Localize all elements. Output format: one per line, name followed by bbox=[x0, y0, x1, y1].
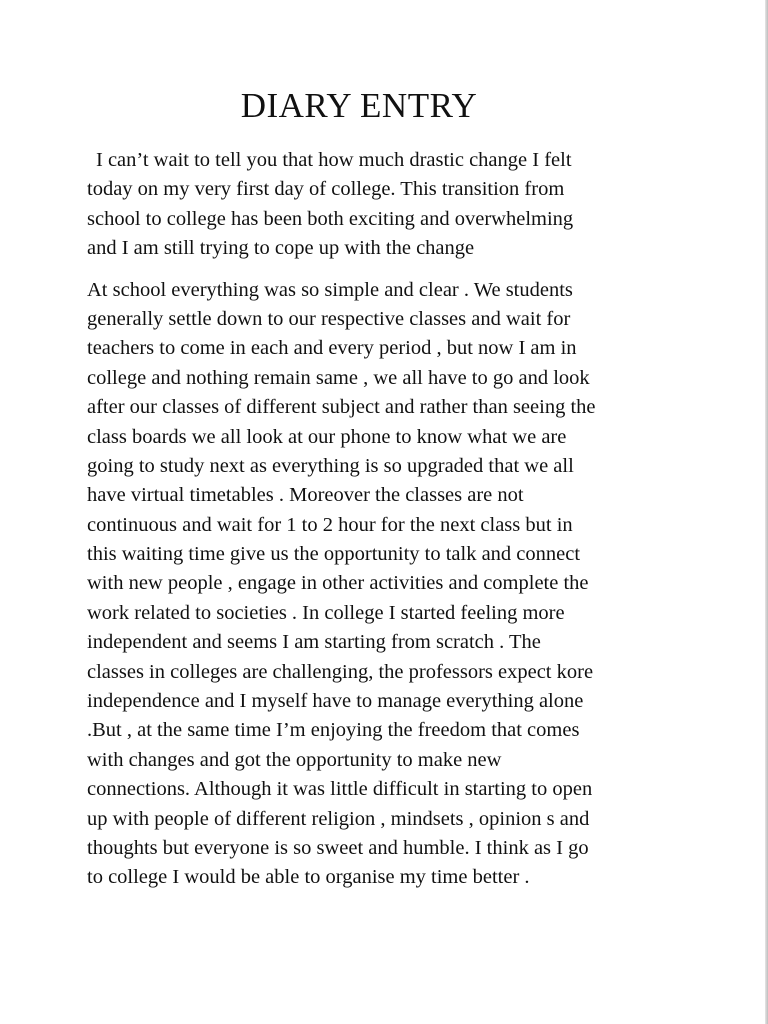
paragraph-1 bbox=[87, 146, 707, 264]
text-line: .But , at the same time I’m enjoying the freedom that comes bbox=[87, 719, 580, 742]
text-line: today on my very first day of college. This transition from bbox=[87, 178, 565, 201]
text-line: and I am still trying to cope up with the change bbox=[87, 237, 475, 260]
text-line: with new people , engage in other activities and complete the bbox=[87, 572, 589, 595]
paragraph-spacer bbox=[87, 264, 707, 276]
text-line: connections. Although it was little difficult in starting to open bbox=[87, 778, 593, 801]
diary-body bbox=[87, 146, 707, 893]
text-line: thoughts but everyone is so sweet and humble. I think as I go bbox=[87, 836, 589, 859]
text-line: this waiting time give us the opportunity to talk and connect bbox=[87, 543, 581, 566]
text-line: school to college has been both exciting and overwhelming bbox=[87, 207, 574, 230]
text-line: to college I would be able to organise my time better . bbox=[87, 866, 530, 889]
text-line: teachers to come in each and every period , but now I am in bbox=[87, 337, 577, 360]
text-line: class boards we all look at our phone to know what we are bbox=[87, 425, 567, 448]
text-line: continuous and wait for 1 to 2 hour for the next class but in bbox=[87, 513, 573, 536]
text-line: independence and I myself have to manage everything alone bbox=[87, 690, 584, 713]
text-line: going to study next as everything is so upgraded that we all bbox=[87, 454, 574, 477]
text-line: college and nothing remain same , we all have to go and look bbox=[87, 366, 590, 389]
text-line: At school everything was so simple and clear . We students bbox=[87, 278, 573, 301]
text-line: work related to societies . In college I started feeling more bbox=[87, 601, 565, 624]
text-line: up with people of different religion , mindsets , opinion s and bbox=[87, 807, 590, 830]
text-line: have virtual timetables . Moreover the classes are not bbox=[87, 484, 524, 507]
text-line: I can’t wait to tell you that how much drastic change I felt bbox=[96, 149, 572, 171]
text-line: independent and seems I am starting from scratch . The bbox=[87, 631, 541, 654]
paragraph-2 bbox=[87, 276, 707, 893]
text-line: with changes and got the opportunity to make new bbox=[87, 748, 502, 771]
text-line: classes in colleges are challenging, the professors expect kore bbox=[87, 660, 594, 683]
text-line: after our classes of different subject and rather than seeing the bbox=[87, 396, 596, 419]
text-line: generally settle down to our respective classes and wait for bbox=[87, 307, 571, 330]
page-title: DIARY ENTRY bbox=[240, 86, 478, 125]
